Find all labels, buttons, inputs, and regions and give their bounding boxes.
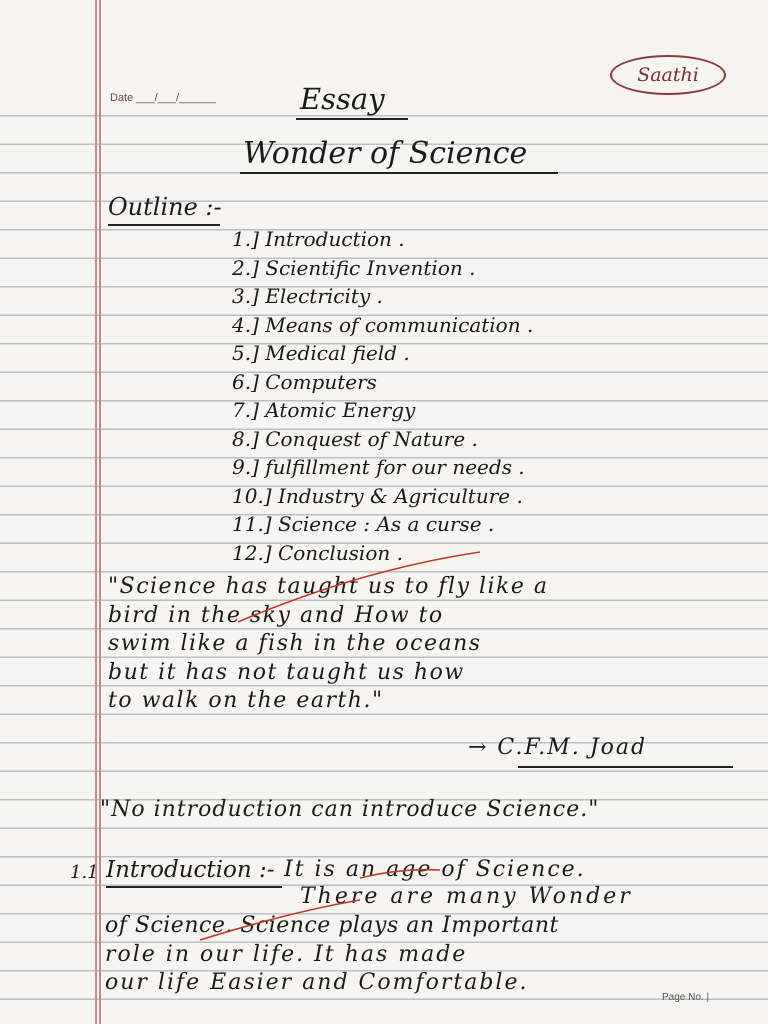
section-number: 1.1 bbox=[70, 862, 99, 883]
quote-line: to walk on the earth." bbox=[108, 688, 384, 713]
outline-item: 7.] Atomic Energy bbox=[232, 398, 416, 422]
quote-line: bird in the sky and How to bbox=[108, 602, 444, 628]
paragraph-line: There are many Wonder bbox=[300, 884, 633, 909]
essay-heading: Essay bbox=[300, 82, 385, 116]
quote-author: → C.F.M. Joad bbox=[468, 735, 648, 760]
section-heading: Introduction :- bbox=[106, 857, 275, 883]
outline-item: 9.] fulfillment for our needs . bbox=[232, 455, 525, 479]
outline-item: 2.] Scientific Invention . bbox=[232, 255, 476, 280]
quote-line: swim like a fish in the oceans bbox=[108, 631, 482, 656]
red-underline-stroke bbox=[200, 900, 360, 940]
paragraph-line: our life Easier and Comfortable. bbox=[105, 970, 529, 995]
paragraph-line: of Science. Science plays an Important bbox=[105, 913, 559, 938]
red-underline-stroke bbox=[238, 552, 480, 622]
essay-title: Wonder of Science bbox=[243, 136, 528, 171]
outline-item: 6.] Computers bbox=[232, 369, 377, 394]
outline-item: 1.] Introduction . bbox=[232, 227, 405, 251]
brand-name: Saathi bbox=[637, 64, 699, 86]
page-number-label: Page No. | bbox=[662, 992, 710, 1003]
date-label: Date ___/___/______ bbox=[110, 92, 216, 104]
quote-line: but it has not taught us how bbox=[108, 659, 465, 685]
red-underline-stroke bbox=[360, 870, 440, 878]
outline-item: 5.] Medical field . bbox=[232, 341, 410, 365]
paragraph-line: role in our life. It has made bbox=[105, 942, 468, 967]
second-quote: "No introduction can introduce Science." bbox=[100, 797, 600, 822]
outline-label: Outline :- bbox=[108, 193, 222, 221]
outline-item: 10.] Industry & Agriculture . bbox=[232, 483, 523, 508]
outline-item: 8.] Conquest of Nature . bbox=[232, 426, 478, 451]
quote-line: "Science has taught us to fly like a bbox=[108, 574, 549, 599]
outline-item: 4.] Means of communication . bbox=[232, 312, 534, 337]
outline-item: 3.] Electricity . bbox=[232, 284, 383, 308]
outline-item: 11.] Science : As a curse . bbox=[232, 512, 495, 536]
outline-item: 12.] Conclusion . bbox=[232, 540, 403, 565]
paragraph-line: It is an age of Science. bbox=[284, 857, 586, 882]
